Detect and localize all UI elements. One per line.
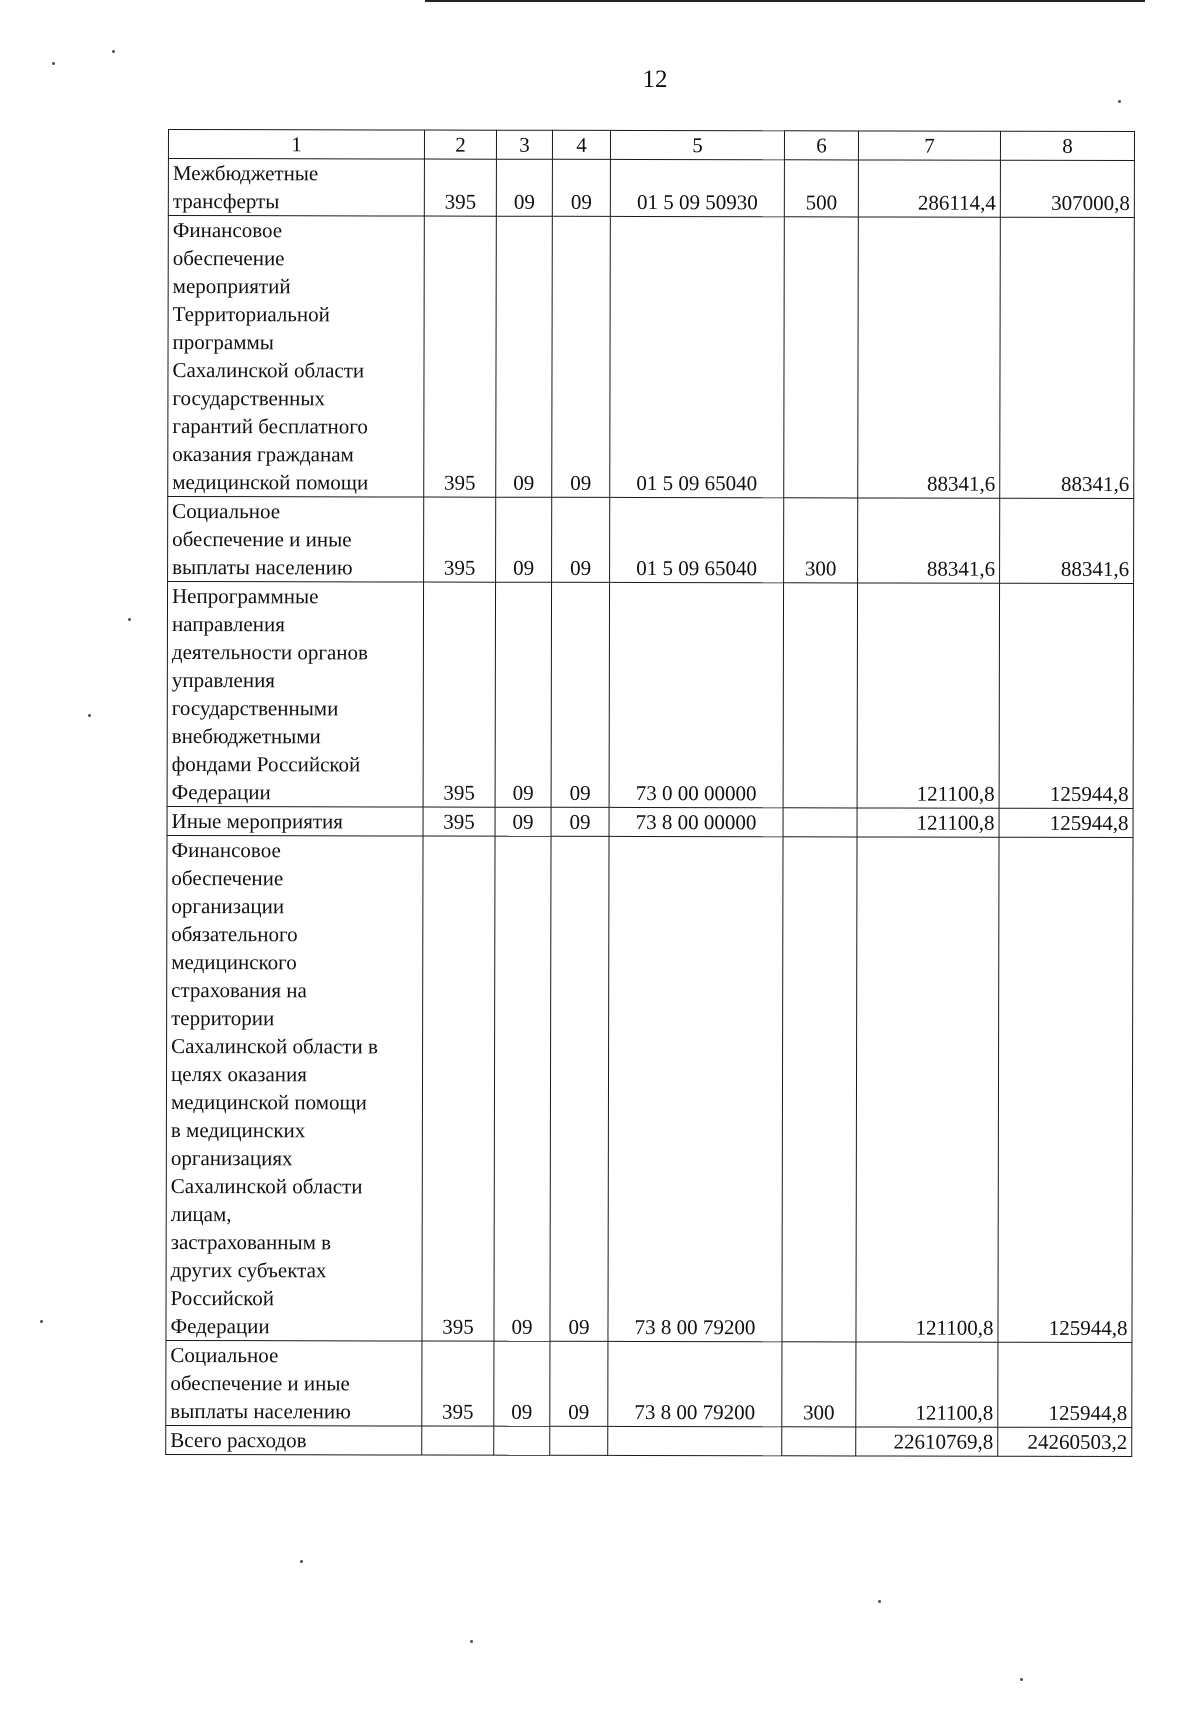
target-article-cell: 01 5 09 65040 xyxy=(610,216,785,497)
scan-speck xyxy=(1020,1678,1023,1681)
expense-type-cell xyxy=(783,583,857,808)
row-name-cell: Иные мероприятия xyxy=(167,806,423,836)
target-article-cell: 01 5 09 65040 xyxy=(610,497,784,582)
target-article-cell: 73 0 00 00000 xyxy=(609,582,783,807)
subsection-cell: 09 xyxy=(550,1341,608,1426)
top-rule xyxy=(425,0,1145,2)
scan-speck xyxy=(52,62,55,65)
amount-col8-cell: 88341,6 xyxy=(1000,217,1135,498)
amount-col7-cell: 121100,8 xyxy=(856,837,999,1342)
header-cell: 6 xyxy=(784,131,858,160)
section-cell: 09 xyxy=(496,497,552,582)
admin-code-cell: 395 xyxy=(424,216,497,497)
amount-col7-cell: 88341,6 xyxy=(858,217,1001,498)
scan-speck xyxy=(878,1600,881,1603)
target-article-cell: 01 5 09 50930 xyxy=(610,159,784,216)
expense-type-cell: 300 xyxy=(782,1342,856,1427)
header-cell: 3 xyxy=(496,130,552,159)
target-article-cell: 73 8 00 00000 xyxy=(609,807,783,836)
table-row xyxy=(168,159,1134,218)
row-name-cell: Финансовое обеспечение организации обязательного медицинского страхования на территории Сахалинской области в целях оказания медицинской помощи в медицинских организациях Сахалинской области лицам, застрахованным в других субъектах Российской Федерации xyxy=(166,835,423,1341)
header-cell: 2 xyxy=(424,130,496,159)
amount-col8-cell: 125944,8 xyxy=(999,583,1133,808)
header-cell: 7 xyxy=(858,131,1000,160)
header-row xyxy=(168,130,1134,161)
amount-col8-cell: 307000,8 xyxy=(1000,160,1134,217)
table-row xyxy=(167,806,1133,837)
section-cell: 09 xyxy=(494,836,551,1341)
section-cell: 09 xyxy=(495,582,551,807)
section-cell: 09 xyxy=(496,216,553,497)
amount-col7-cell: 286114,4 xyxy=(858,160,1000,217)
table-row xyxy=(168,497,1134,584)
scan-speck xyxy=(88,714,91,717)
total-col7-cell: 22610769,8 xyxy=(856,1427,998,1456)
header-cell: 5 xyxy=(610,130,784,159)
admin-code-cell: 395 xyxy=(423,582,495,807)
header-cell: 8 xyxy=(1000,131,1134,160)
table-row xyxy=(166,1340,1132,1427)
amount-col8-cell: 125944,8 xyxy=(999,808,1133,837)
table-row xyxy=(166,835,1133,1342)
admin-code-cell xyxy=(422,1426,494,1455)
amount-col8-cell: 88341,6 xyxy=(1000,498,1134,583)
header-cell: 4 xyxy=(552,130,610,159)
expense-type-cell xyxy=(782,1427,856,1456)
expense-type-cell xyxy=(782,837,857,1342)
target-article-cell xyxy=(608,1426,782,1455)
subsection-cell: 09 xyxy=(551,807,609,836)
amount-col7-cell: 121100,8 xyxy=(857,808,999,837)
table-row xyxy=(168,216,1135,499)
admin-code-cell: 395 xyxy=(423,807,495,836)
subsection-cell: 09 xyxy=(552,216,611,497)
target-article-cell: 73 8 00 79200 xyxy=(608,1341,782,1426)
amount-col7-cell: 121100,8 xyxy=(856,1342,998,1427)
expense-type-cell xyxy=(784,217,859,498)
expense-type-cell: 300 xyxy=(784,498,858,583)
subsection-cell: 09 xyxy=(552,159,610,216)
budget-table xyxy=(165,129,1135,1457)
row-name-cell: Межбюджетные трансферты xyxy=(168,159,424,217)
amount-col7-cell: 88341,6 xyxy=(858,498,1000,583)
admin-code-cell: 395 xyxy=(424,159,496,216)
section-cell xyxy=(494,1426,550,1455)
total-label-cell: Всего расходов xyxy=(166,1425,422,1455)
amount-col7-cell: 121100,8 xyxy=(857,583,999,808)
section-cell: 09 xyxy=(496,159,552,216)
scan-speck xyxy=(128,618,131,621)
table-row xyxy=(167,582,1133,809)
amount-col8-cell: 125944,8 xyxy=(998,837,1133,1342)
admin-code-cell: 395 xyxy=(422,836,495,1341)
scan-speck xyxy=(470,1640,473,1643)
scan-speck xyxy=(1118,100,1121,103)
scan-speck xyxy=(112,50,115,53)
scan-speck xyxy=(300,1560,303,1563)
scan-speck xyxy=(40,1320,43,1323)
row-name-cell: Социальное обеспечение и иные выплаты населению xyxy=(168,497,424,583)
section-cell: 09 xyxy=(494,1341,550,1426)
expense-type-cell: 500 xyxy=(784,160,858,217)
subsection-cell: 09 xyxy=(550,836,609,1341)
total-col8-cell: 24260503,2 xyxy=(998,1427,1132,1456)
subsection-cell: 09 xyxy=(551,582,609,807)
admin-code-cell: 395 xyxy=(422,1341,494,1426)
subsection-cell xyxy=(550,1426,608,1455)
total-row xyxy=(166,1425,1132,1456)
target-article-cell: 73 8 00 79200 xyxy=(608,836,783,1341)
amount-col8-cell: 125944,8 xyxy=(998,1342,1132,1427)
section-cell: 09 xyxy=(495,807,551,836)
page-number: 12 xyxy=(642,66,668,93)
row-name-cell: Финансовое обеспечение мероприятий Территориальной программы Сахалинской области государственных гарантий бесплатного оказания гражданам медицинской помощи xyxy=(168,216,425,498)
row-name-cell: Социальное обеспечение и иные выплаты населению xyxy=(166,1340,422,1426)
expense-type-cell xyxy=(783,808,857,837)
admin-code-cell: 395 xyxy=(424,497,496,582)
header-cell: 1 xyxy=(168,130,424,160)
row-name-cell: Непрограммные направления деятельности органов управления государственными внебюджетными фондами Российской Федерации xyxy=(167,582,423,808)
subsection-cell: 09 xyxy=(552,497,610,582)
